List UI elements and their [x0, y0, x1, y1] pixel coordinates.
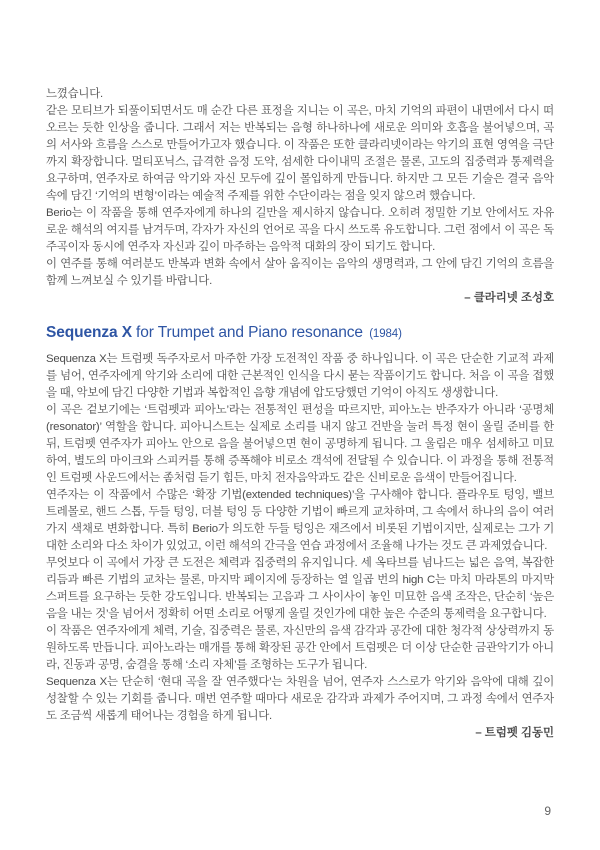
paragraph: Sequenza X는 트럼펫 독주자로서 마주한 가장 도전적인 작품 중 하나입니다. 이 곡은 단순한 기교적 과제를 넘어, 연주자에게 악기와 소리에 대한 근본적인 인식을 다시 묻는 작품이기도 합니다. 처음 이 곡을 접했을 때, 악보에 담긴 다양한 기법과 복합적인 음향 개념에 압도당했던 기억이 아직도 생생합니다.: [46, 353, 554, 399]
work-title: Sequenza X: [46, 324, 132, 341]
paragraph: Sequenza X는 단순히 ‘현대 곡을 잘 연주했다’는 차원을 넘어, 연주자 스스로가 악기와 음악에 대해 깊이 성찰할 수 있는 기회를 줍니다. 매번 연주할 때마다 새로운 감각과 과제가 주어지며, 그 과정 속에서 연주자도 조금씩 새롭게 태어나는 경험을 하게 됩니다.: [46, 676, 554, 722]
paragraph: 연주자는 이 작품에서 수많은 ‘확장 기법(extended techniques)’을 구사해야 합니다. 플라우토 텅잉, 밸브 트레몰로, 핸드 스톱, 두들 텅잉, 더블 텅잉 등 다양한 기법이 빠르게 교차하며, 그 속에서 하나의 음이 여러 가지 색채로 변화합니다. 특히 Berio가 의도한 두들 텅잉은 재즈에서 비롯된 기법이지만, 실제로는 그가 기대한 소리와 다소 차이가 있었고, 이런 해석의 간극을 연습 과정에서 조율해 나가는 것도 큰 과제였습니다.: [46, 489, 554, 552]
paragraph: 이 곡은 겉보기에는 ‘트럼펫과 피아노’라는 전통적인 편성을 따르지만, 피아노는 반주자가 아니라 ‘공명체(resonator)’ 역할을 합니다. 피아니스트는 실제로 소리를 내지 않고 건반을 눌러 특정 현이 울릴 준비를 한 뒤, 트럼펫 연주자가 피아노 안으로 음을 불어넣으면 현이 공명하게 됩니다. 그 울림은 매우 섬세하고 미묘하여, 별도의 마이크와 스피커를 통해 증폭해야 비로소 객석에 전달될 수 있습니다. 이 과정을 통해 전통적인 트럼펫 사운드에서는 좀처럼 듣기 힘든, 마치 전자음악과도 같은 신비로운 음색이 만들어집니다.: [46, 404, 554, 484]
trumpet-note-section: [46, 351, 554, 742]
work-title-heading: [46, 322, 554, 345]
page-content: [46, 86, 554, 742]
page-number: 9: [544, 804, 551, 818]
paragraph: 이 연주를 통해 여러분도 반복과 변화 속에서 살아 움직이는 음악의 생명력과, 그 안에 담긴 기억의 흐름을 함께 느껴보실 수 있기를 바랍니다.: [46, 258, 554, 287]
clarinet-note-section: [46, 86, 554, 307]
work-subtitle: for Trumpet and Piano resonance: [136, 324, 363, 341]
clarinet-signature: – 클라리넷 조성호: [464, 292, 554, 304]
work-year: (1984): [369, 328, 402, 340]
paragraph-continuation: 느꼈습니다.: [46, 88, 103, 100]
paragraph: 같은 모티브가 되풀이되면서도 매 순간 다른 표정을 지니는 이 곡은, 마치 기억의 파편이 내면에서 다시 떠오르는 듯한 인상을 줍니다. 그래서 저는 반복되는 음형 하나하나에 새로운 의미와 호흡을 불어넣으며, 곡의 서사와 흐름을 스스로 만들어가고자 했습니다. 이 작품은 또한 클라리넷이라는 악기의 표현 영역을 극단까지 확장합니다. 멀티포닉스, 급격한 음정 도약, 섬세한 다이내믹 조절은 물론, 고도의 집중력과 통제력을 요구하며, 연주자로 하여금 악기와 자신 모두에 깊이 몰입하게 만듭니다. 하지만 그 모든 기술은 결국 음악 속에 담긴 ‘기억의 변형’이라는 예술적 주제를 위한 수단이라는 점을 잊지 않으려 했습니다.: [46, 105, 554, 202]
paragraph: Berio는 이 작품을 통해 연주자에게 하나의 길만을 제시하지 않습니다. 오히려 정밀한 기보 안에서도 자유로운 해석의 여지를 남겨두며, 각자가 자신의 언어로 곡을 다시 쓰도록 유도합니다. 그런 점에서 이 곡은 독주곡이자 동시에 연주자 자신과 깊이 마주하는 음악적 대화의 장이 되기도 합니다.: [46, 207, 554, 253]
trumpet-signature: – 트럼펫 김동민: [475, 727, 554, 739]
paragraph: 이 작품은 연주자에게 체력, 기술, 집중력은 물론, 자신만의 음색 감각과 공간에 대한 청각적 상상력까지 동원하도록 만듭니다. 피아노라는 매개를 통해 확장된 공간 안에서 트럼펫은 더 이상 단순한 금관악기가 아니라, 진동과 공명, 숨결을 통해 ‘소리 자체’를 조형하는 도구가 됩니다.: [46, 625, 554, 671]
paragraph: 무엇보다 이 곡에서 가장 큰 도전은 체력과 집중력의 유지입니다. 세 옥타브를 넘나드는 넓은 음역, 복잡한 리듬과 빠른 기법의 교차는 물론, 마지막 페이지에 등장하는 열 일곱 번의 high C는 마치 마라톤의 마지막 스퍼트를 요구하는 듯한 강도입니다. 반복되는 고음과 그 사이사이 놓인 미묘한 음색 조작은, 단순히 ‘높은 음을 내는 것’을 넘어서 정확히 어떤 소리로 어떻게 울릴 것인가에 대한 높은 수준의 통제력을 요구합니다.: [46, 557, 554, 620]
